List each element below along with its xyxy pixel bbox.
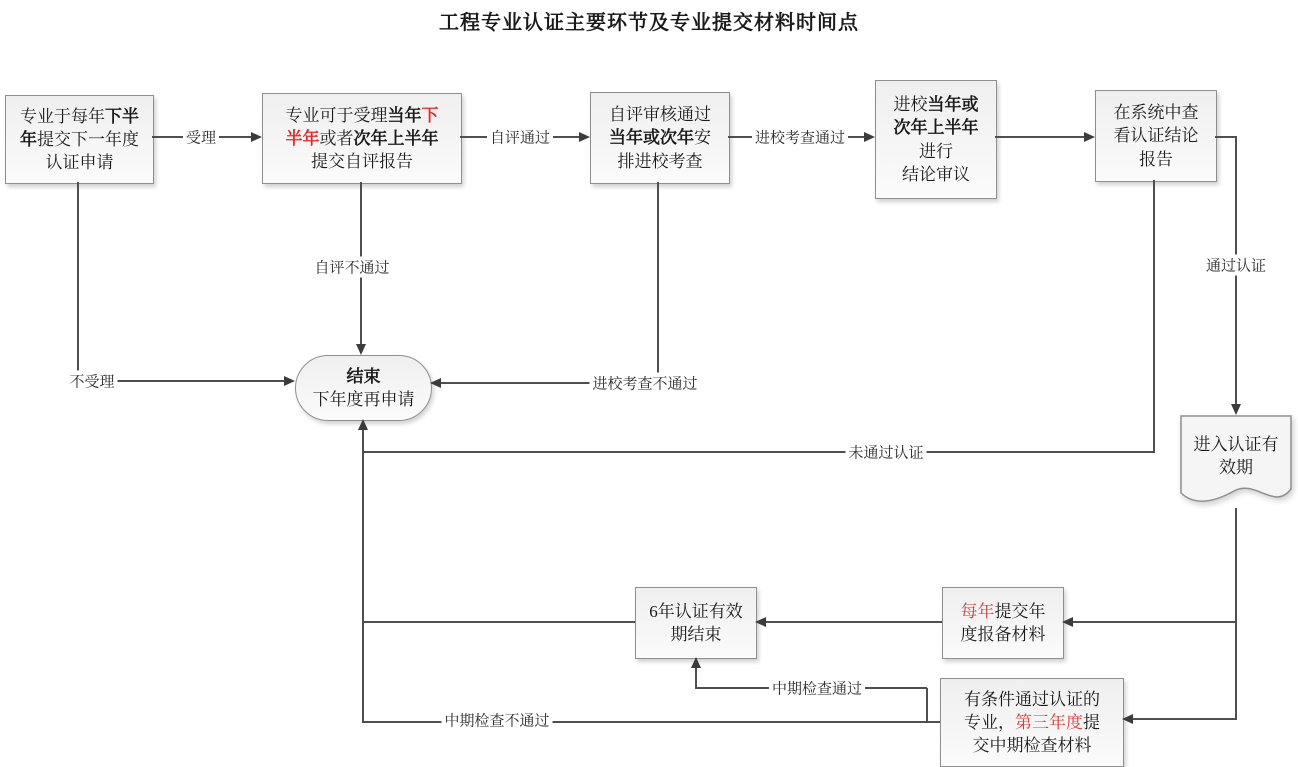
label-selfeval-pass: 自评通过 (487, 127, 553, 148)
arrowhead (1084, 132, 1095, 142)
node-conclusion-review: 进校当年或 次年上半年 进行 结论审议 (875, 80, 997, 199)
label-selfeval-fail: 自评不通过 (311, 257, 392, 278)
connector-to-annual (1072, 621, 1237, 623)
connector-visitfail-vertical (657, 182, 659, 383)
connector-to-midterm (1132, 718, 1237, 720)
node-midterm: 有条件通过认证的 专业，第三年度提 交中期检查材料 (940, 678, 1124, 767)
arrowhead (691, 657, 701, 668)
node-view-result: 在系统中查 看认证结论 报告 (1095, 90, 1217, 182)
connector-review-to-result (995, 136, 1088, 138)
node-expire: 6年认证有效 期结束 (635, 587, 757, 659)
connector-main-return-vertical (362, 428, 364, 722)
connector-annual-to-expire (765, 621, 942, 623)
label-cert-fail: 未通过认证 (845, 442, 926, 463)
connector-midpass-vertical (695, 667, 697, 688)
connector-midpass-elbow (926, 688, 928, 722)
label-visit-pass: 进校考查通过 (752, 127, 848, 148)
node-validity-period: 进入认证有 效期 (1180, 415, 1292, 511)
node-self-report: 专业可于受理当年下 半年或者次年上半年 提交自评报告 (262, 93, 462, 184)
node-end: 结束 下年度再申请 (295, 355, 432, 421)
node-apply: 专业于每年下半 年提交下一年度 认证申请 (5, 95, 154, 184)
label-midterm-fail: 中期检查不通过 (441, 710, 552, 731)
connector-validity-down (1235, 508, 1237, 720)
connector-reject-vertical (77, 182, 79, 381)
arrowhead (356, 344, 366, 355)
arrowhead (864, 132, 875, 142)
arrowhead (430, 378, 441, 388)
arrowhead (284, 376, 295, 386)
label-reject: 不受理 (66, 371, 117, 392)
connector-expire-to-return (362, 621, 635, 623)
arrowhead (251, 132, 262, 142)
connector-certfail-horizontal (362, 451, 1155, 453)
connector-certfail-vertical (1153, 180, 1155, 452)
arrowhead (358, 419, 368, 430)
arrowhead (1062, 617, 1073, 627)
diagram-title: 工程专业认证主要环节及专业提交材料时间点 (439, 12, 859, 34)
connector-certpass-stub (1215, 136, 1236, 138)
arrowhead (1231, 404, 1241, 415)
arrowhead (1122, 714, 1133, 724)
label-cert-pass: 通过认证 (1203, 255, 1269, 276)
arrowhead (755, 617, 766, 627)
arrowhead (579, 132, 590, 142)
label-visit-fail: 进校考查不通过 (589, 373, 700, 394)
node-school-visit: 自评审核通过 当年或次年安 排进校考查 (590, 92, 730, 184)
label-accept: 受理 (183, 127, 219, 148)
node-annual-report: 每年提交年 度报备材料 (942, 587, 1064, 659)
label-midterm-pass: 中期检查通过 (769, 678, 865, 699)
